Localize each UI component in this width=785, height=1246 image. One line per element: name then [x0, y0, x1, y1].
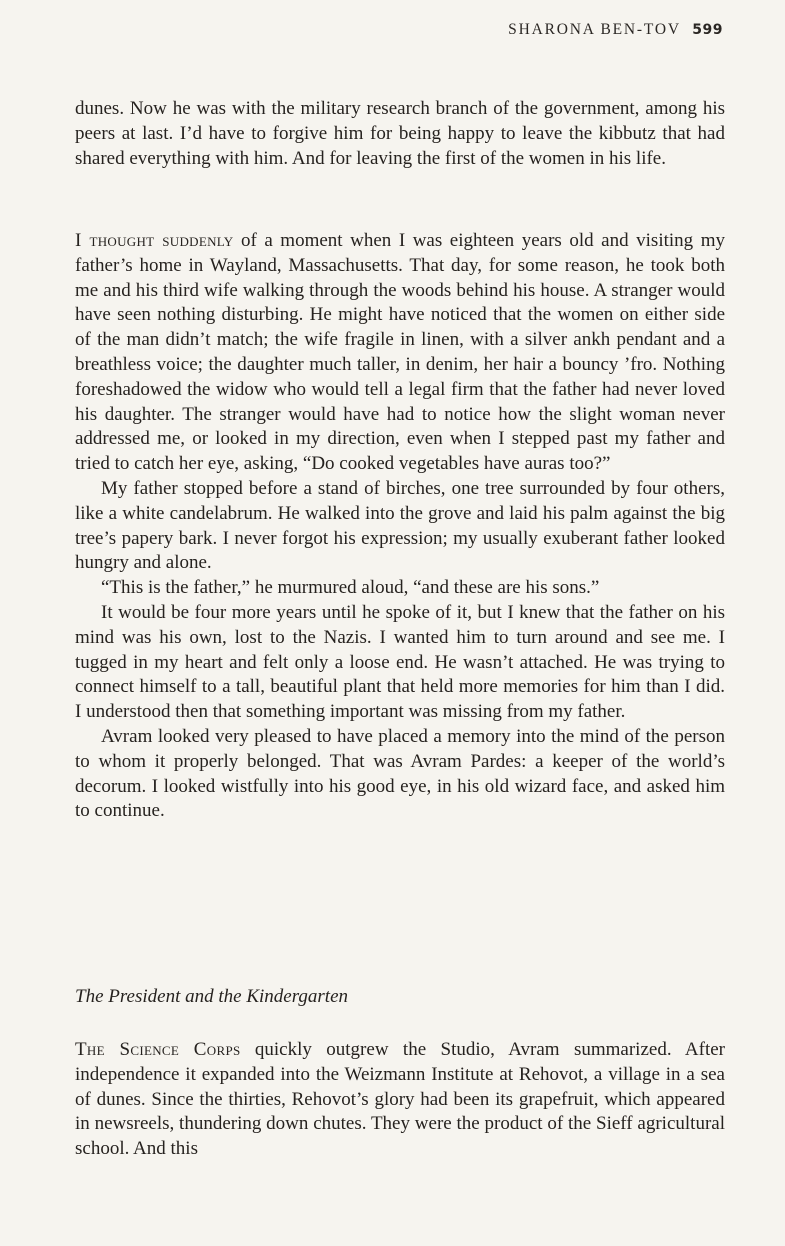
- body-paragraph-2-text: of a moment when I was eighteen years old and visiting my father’s home in Wayland, Massachusetts. That day, for some reason, he took both me and his third wife walking through the woods behind his house. A stranger would have seen nothing disturbing. He might have noticed that the women on either side of the man didn’t match; the wife fragile in linen, with a silver ankh pendant and a breathless voice; the daughter much taller, in denim, her hair a bouncy ’fro. Nothing foreshadowed the widow who would tell a legal firm that the father had never loved his daughter. The stranger would have had to notice how the slight woman never addressed me, or looked in my direction, even when I stepped past my father and tried to catch her eye, asking, “Do cooked vegetables have auras too?”: [75, 230, 725, 475]
- section-paragraph-1-text: quickly outgrew the Studio, Avram summarized. After independence it expanded into the Weizmann Institute at Rehovot, a village in a sea of dunes. Since the thirties, Rehovot’s glory had been its grapefruit, which appeared in newsreels, thundering down chutes. They were the product of the Sieff agricultural school. And this: [75, 1039, 725, 1160]
- page-number: 599: [692, 22, 723, 38]
- section-body: [75, 1038, 725, 1162]
- body-paragraph-5: It would be four more years until he spoke of it, but I knew that the father on his mind was his own, lost to the Nazis. I wanted him to turn around and see me. I tugged in my heart and felt only a loose end. He wasn’t attached. He was trying to connect himself to a tall, beautiful plant that held more memories for him than I did. I understood then that something important was missing from my father.: [75, 601, 725, 723]
- section-paragraph-1: [75, 1038, 725, 1162]
- section-heading: The President and the Kindergarten: [75, 986, 349, 1007]
- body-paragraph-1: dunes. Now he was with the military research branch of the government, among his peers at last. I’d have to forgive him for being happy to leave the kibbutz that had shared everything with him. And for leaving the first of the women in his life.: [75, 98, 725, 169]
- running-head: [508, 21, 723, 39]
- small-caps-lead: The Science Corps: [75, 1039, 241, 1060]
- body-paragraph-4: “This is the father,” he murmured aloud, “and these are his sons.”: [101, 577, 600, 599]
- body-paragraph-6: Avram looked very pleased to have placed a memory into the mind of the person to whom it properly belonged. That was Avram Pardes: a keeper of the world’s decorum. I looked wistfully into his good eye, in his old wizard face, and asked him to continue.: [75, 725, 725, 822]
- paragraph-continued: [75, 97, 725, 171]
- body-paragraph-2: [75, 229, 725, 477]
- body-section: [75, 229, 725, 824]
- body-paragraph-3: My father stopped before a stand of birches, one tree surrounded by four others, like a white candelabrum. He walked into the grove and laid his palm against the big tree’s papery bark. I never forgot his expression; my usually exuberant father looked hungry and alone.: [75, 477, 725, 574]
- running-head-author: SHARONA BEN-TOV: [508, 21, 681, 38]
- small-caps-lead: I thought suddenly: [75, 230, 234, 251]
